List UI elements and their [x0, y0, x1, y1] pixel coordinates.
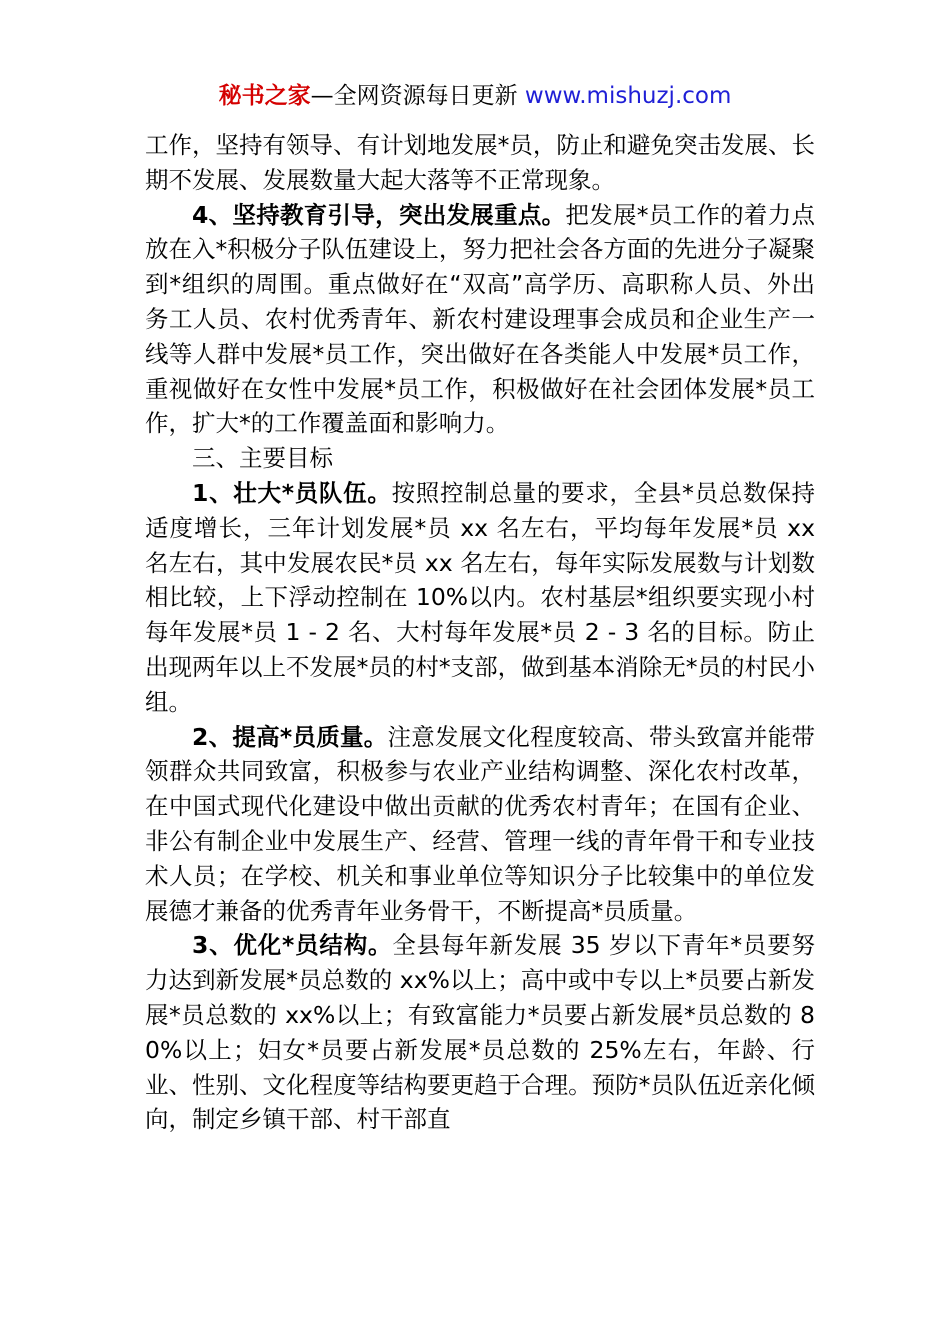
document-body — [145, 128, 815, 1137]
site-url[interactable]: www.mishuzj.com — [524, 83, 732, 109]
paragraph-heading: 1、壮大*员队伍。 — [192, 478, 392, 507]
paragraph-text: 把发展*员工作的着力点放在入*积极分子队伍建设上，努力把社会各方面的先进分子凝聚到*组织的周围。重点做好在“双高”高学历、高职称人员、外出务工人员、农村优秀青年、新农村建设理事会成员和企业生产一线等人群中发展*员工作，突出做好在各类能人中发展*员工作，重视做好在女性中发展*员工作，积极做好在社会团体发展*员工作，扩大*的工作覆盖面和影响力。 — [145, 200, 815, 438]
paragraph-text: 全县每年新发展 35 岁以下青年*员要努力达到新发展*员总数的 xx%以上；高中或中专以上*员要占新发展*员总数的 xx%以上；有致富能力*员要占新发展*员总数的 80%以上；妇女*员要占新发展*员总数的 25%左右，年龄、行业、性别、文化程度等结构要更趋于合理。预防*员队伍近亲化倾向，制定乡镇干部、村干部直 — [145, 931, 816, 1134]
site-tagline: —全网资源每日更新 — [310, 83, 525, 109]
paragraph-heading: 2、提高*员质量。 — [192, 722, 388, 751]
site-header — [0, 80, 950, 112]
paragraph-text: 工作，坚持有领导、有计划地发展*员，防止和避免突击发展、长期不发展、发展数量大起大落等不正常现象。 — [145, 131, 815, 194]
paragraph-text: 按照控制总量的要求，全县*员总数保持适度增长，三年计划发展*员 xx 名左右，平均每年发展*员 xx 名左右，其中发展农民*员 xx 名左右，每年实际发展数与计划数相比较，上下浮动控制在 10%以内。农村基层*组织要实现小村每年发展*员 1 - 2 名、大村每年发展*员 2 - 3 名的目标。防止出现两年以上不发展*员的村*支部，做到基本消除无*员的村民小组。 — [145, 478, 816, 716]
paragraph-goal-1 — [145, 476, 815, 720]
site-brand: 秘书之家 — [218, 83, 311, 109]
section-title-text: 三、主要目标 — [192, 444, 333, 473]
paragraph-heading: 3、优化*员结构。 — [192, 931, 393, 960]
paragraph-continuation — [145, 128, 815, 198]
paragraph-text: 注意发展文化程度较高、带头致富并能带领群众共同致富，积极参与农业产业结构调整、深化农村改革，在中国式现代化建设中做出贡献的优秀农村青年；在国有企业、非公有制企业中发展生产、经营、管理一线的青年骨干和专业技术人员；在学校、机关和事业单位等知识分子比较集中的单位发展德才兼备的优秀青年业务骨干，不断提高*员质量。 — [145, 722, 816, 925]
paragraph-goal-2 — [145, 720, 815, 929]
paragraph-goal-3 — [145, 928, 815, 1137]
paragraph-principle-4 — [145, 198, 815, 442]
section-title — [145, 441, 815, 476]
paragraph-heading: 4、坚持教育引导，突出发展重点。 — [192, 200, 566, 229]
